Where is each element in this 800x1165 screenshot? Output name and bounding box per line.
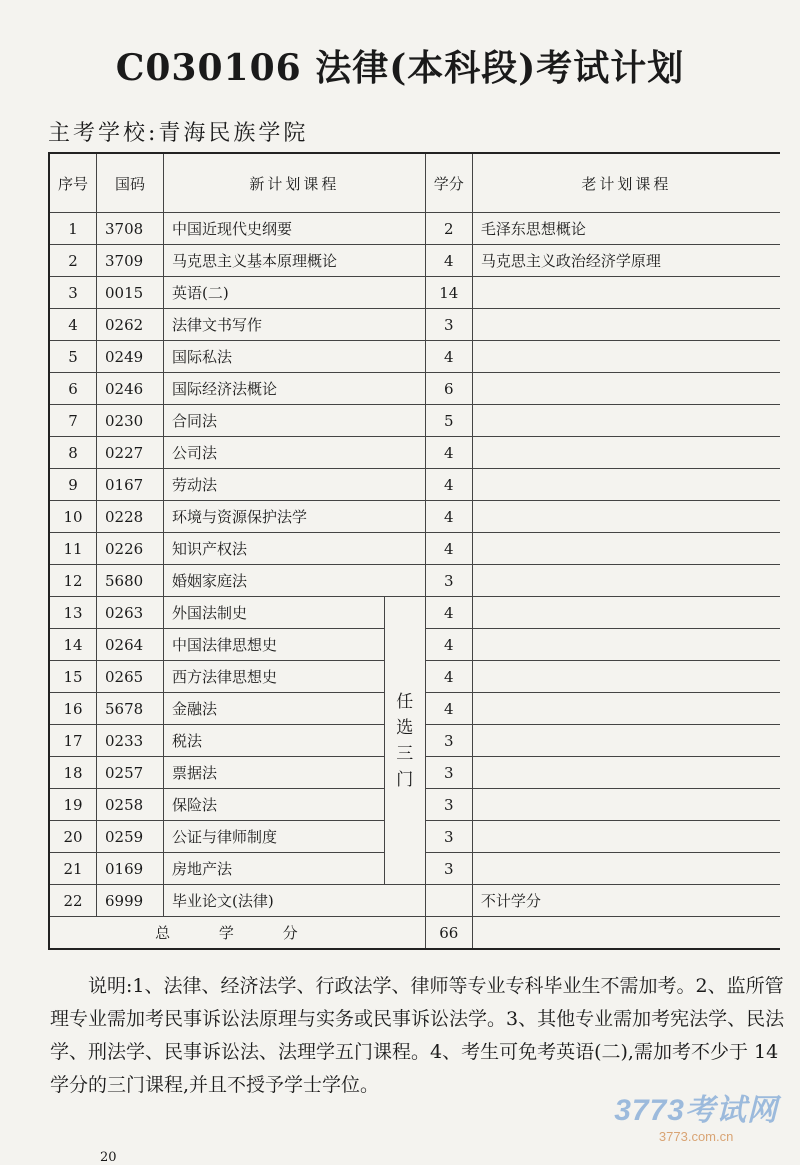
total-credit: 66 [425,917,472,950]
row-old-course: 不计学分 [472,885,780,917]
row-code: 0257 [97,757,164,789]
table-row [49,597,780,629]
header-old-course: 老计划课程 [472,153,780,213]
row-no: 19 [49,789,97,821]
row-old-course [472,597,780,629]
row-no: 1 [49,213,97,245]
row-no: 15 [49,661,97,693]
row-no: 4 [49,309,97,341]
row-code: 0258 [97,789,164,821]
row-code: 0263 [97,597,164,629]
row-no: 14 [49,629,97,661]
row-no: 21 [49,853,97,885]
row-old-course [472,725,780,757]
notes-text: 说明:1、法律、经济法学、行政法学、律师等专业专科毕业生不需加考。2、监所管理专业需加考民事诉讼法原理与实务或民事诉讼法学。3、其他专业需加考宪法学、民法学、刑法学、民事诉讼法、法理学五门课程。4、考生可免考英语(二),需加考不少于 14 学分的三门课程,并且不授予学士学位。 [50,975,785,1096]
row-no: 2 [49,245,97,277]
table-row [49,469,780,501]
table-row [49,501,780,533]
row-course: 西方法律思想史 [164,661,385,693]
total-row [49,917,780,950]
row-course: 外国法制史 [164,597,385,629]
row-code: 0259 [97,821,164,853]
row-credit: 4 [425,501,472,533]
row-course: 公证与律师制度 [164,821,385,853]
row-old-course [472,405,780,437]
row-course: 毕业论文(法律) [164,885,426,917]
row-course: 英语(二) [164,277,426,309]
row-course: 房地产法 [164,853,385,885]
row-course: 保险法 [164,789,385,821]
row-code: 0226 [97,533,164,565]
row-no: 17 [49,725,97,757]
row-credit: 3 [425,309,472,341]
table-row [49,341,780,373]
watermark-url: 3773.com.cn [658,1129,734,1144]
row-credit [425,885,472,917]
table-row [49,373,780,405]
row-course: 婚姻家庭法 [164,565,426,597]
row-code: 0262 [97,309,164,341]
row-course: 金融法 [164,693,385,725]
table-header-row [49,153,780,213]
row-no: 6 [49,373,97,405]
row-code: 0265 [97,661,164,693]
row-course: 知识产权法 [164,533,426,565]
row-no: 16 [49,693,97,725]
row-old-course [472,821,780,853]
row-course: 法律文书写作 [164,309,426,341]
row-course: 国际经济法概论 [164,373,426,405]
row-old-course [472,853,780,885]
row-code: 6999 [97,885,164,917]
page-number: 20 [100,1150,117,1165]
elective-group-label [384,597,425,885]
notes [50,970,785,1102]
row-code: 0246 [97,373,164,405]
row-credit: 3 [425,757,472,789]
row-old-course [472,757,780,789]
row-credit: 14 [425,277,472,309]
row-old-course [472,533,780,565]
table-row [49,437,780,469]
row-credit: 3 [425,725,472,757]
row-no: 22 [49,885,97,917]
row-no: 10 [49,501,97,533]
table-row [49,213,780,245]
row-old-course [472,277,780,309]
row-code: 0228 [97,501,164,533]
header-new-course: 新计划课程 [164,153,426,213]
watermark-brand: 3773考试网 [614,1094,778,1127]
table-row [49,885,780,917]
row-credit: 6 [425,373,472,405]
row-old-course [472,309,780,341]
row-code: 5680 [97,565,164,597]
row-no: 13 [49,597,97,629]
row-code: 3709 [97,245,164,277]
row-old-course [472,629,780,661]
row-old-course [472,501,780,533]
elective-label-text: 任选三门 [396,691,414,790]
row-no: 7 [49,405,97,437]
row-code: 5678 [97,693,164,725]
row-old-course [472,437,780,469]
row-course: 中国法律思想史 [164,629,385,661]
row-old-course [472,341,780,373]
row-no: 5 [49,341,97,373]
row-old-course [472,565,780,597]
row-credit: 4 [425,661,472,693]
table-row [49,565,780,597]
row-code: 0167 [97,469,164,501]
table-row [49,309,780,341]
row-old-course [472,789,780,821]
row-course: 公司法 [164,437,426,469]
row-no: 3 [49,277,97,309]
row-course: 票据法 [164,757,385,789]
row-code: 0015 [97,277,164,309]
row-credit: 5 [425,405,472,437]
row-credit: 4 [425,629,472,661]
row-credit: 3 [425,821,472,853]
row-code: 0233 [97,725,164,757]
row-no: 8 [49,437,97,469]
header-no: 序号 [49,153,97,213]
row-credit: 4 [425,533,472,565]
header-code: 国码 [97,153,164,213]
row-no: 20 [49,821,97,853]
row-no: 18 [49,757,97,789]
row-credit: 4 [425,437,472,469]
row-credit: 4 [425,469,472,501]
row-old-course [472,661,780,693]
row-old-course [472,693,780,725]
row-old-course: 毛泽东思想概论 [472,213,780,245]
row-credit: 4 [425,597,472,629]
row-credit: 2 [425,213,472,245]
row-no: 12 [49,565,97,597]
total-old-empty [472,917,780,950]
row-no: 11 [49,533,97,565]
row-course: 马克思主义基本原理概论 [164,245,426,277]
row-code: 0249 [97,341,164,373]
row-credit: 4 [425,341,472,373]
total-label: 总 学 分 [49,917,425,950]
row-course: 合同法 [164,405,426,437]
row-course: 环境与资源保护法学 [164,501,426,533]
exam-plan-table [48,152,780,950]
row-old-course [472,373,780,405]
table-row [49,533,780,565]
row-course: 中国近现代史纲要 [164,213,426,245]
row-code: 0169 [97,853,164,885]
row-code: 3708 [97,213,164,245]
row-old-course: 马克思主义政治经济学原理 [472,245,780,277]
row-credit: 3 [425,565,472,597]
host-school: 主考学校:青海民族学院 [48,121,309,146]
table-row [49,405,780,437]
row-code: 0227 [97,437,164,469]
row-credit: 4 [425,693,472,725]
table-row [49,277,780,309]
row-credit: 3 [425,789,472,821]
row-old-course [472,469,780,501]
row-credit: 4 [425,245,472,277]
table-row [49,245,780,277]
row-no: 9 [49,469,97,501]
row-course: 税法 [164,725,385,757]
row-course: 劳动法 [164,469,426,501]
row-code: 0230 [97,405,164,437]
row-course: 国际私法 [164,341,426,373]
header-credit: 学分 [425,153,472,213]
site-watermark [614,1085,778,1144]
row-credit: 3 [425,853,472,885]
page-title: C030106 法律(本科段)考试计划 [115,47,685,89]
row-code: 0264 [97,629,164,661]
table-body [49,213,780,917]
